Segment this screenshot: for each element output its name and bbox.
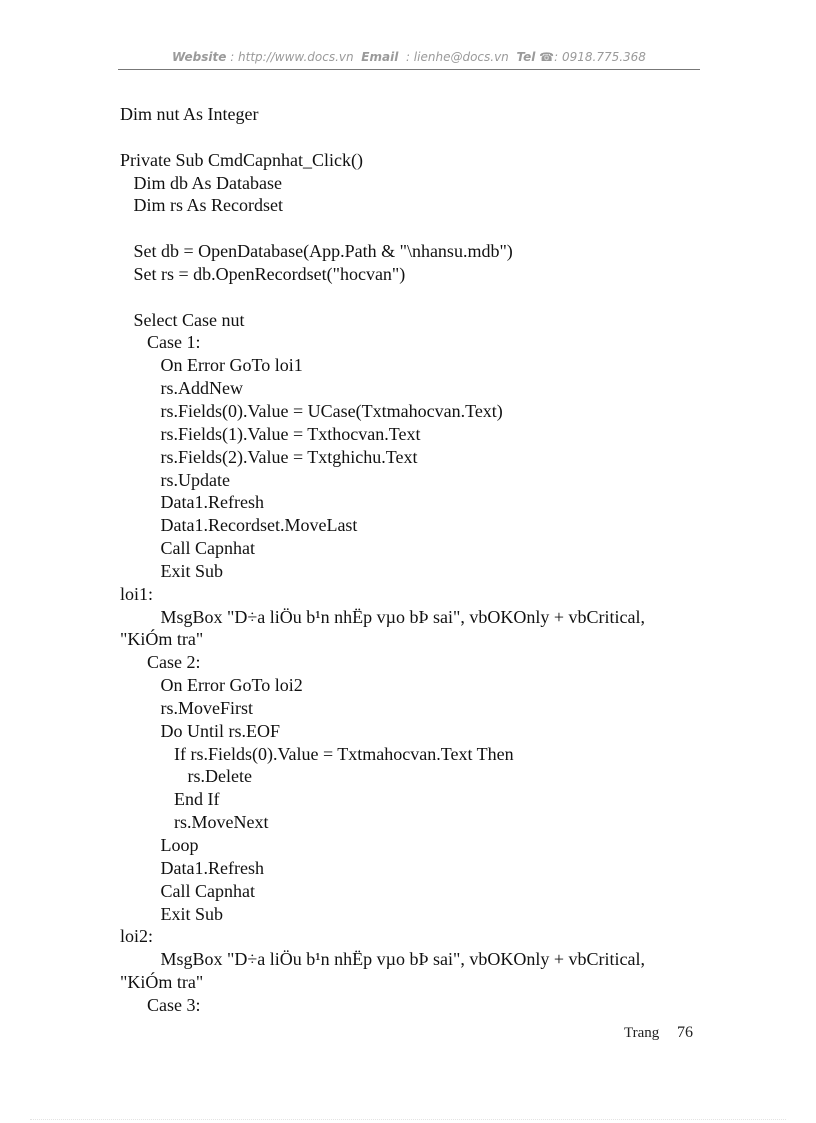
code-line: "KiÓm tra" <box>120 972 204 993</box>
code-line: On Error GoTo loi2 <box>120 675 303 696</box>
code-line: rs.AddNew <box>120 378 243 399</box>
code-line: Call Capnhat <box>120 880 255 901</box>
code-line <box>120 126 720 149</box>
code-line: rs.Delete <box>120 766 252 787</box>
phone-icon: ☎ <box>539 50 555 64</box>
code-line: Call Capnhat <box>120 538 255 559</box>
code-line: Select Case nut <box>120 309 245 330</box>
code-line: Private Sub CmdCapnhat_Click() <box>120 149 363 170</box>
code-line: Do Until rs.EOF <box>120 720 281 741</box>
code-line: Dim rs As Recordset <box>120 195 283 216</box>
code-line: rs.MoveNext <box>120 812 269 833</box>
code-line <box>120 286 720 309</box>
code-line: Exit Sub <box>120 560 224 581</box>
code-line: Data1.Refresh <box>120 492 264 513</box>
code-line: Loop <box>120 835 199 855</box>
code-line: rs.Fields(1).Value = Txthocvan.Text <box>120 423 421 444</box>
email-address: : lienhe@docs.vn <box>405 50 509 64</box>
code-line: On Error GoTo loi1 <box>120 355 303 376</box>
page-label: Trang <box>624 1025 660 1041</box>
code-line: Set db = OpenDatabase(App.Path & "\nhansu.mdb") <box>120 241 513 262</box>
code-line: End If <box>120 789 220 810</box>
code-line: If rs.Fields(0).Value = Txtmahocvan.Text Then <box>120 743 514 764</box>
page-header <box>118 50 700 64</box>
code-line: Dim db As Database <box>120 172 282 193</box>
code-line: rs.Fields(0).Value = UCase(Txtmahocvan.Text) <box>120 400 503 421</box>
code-line: Case 1: <box>120 332 201 353</box>
code-line: loi2: <box>120 926 154 947</box>
email-label: Email <box>361 50 399 64</box>
code-line: Set rs = db.OpenRecordset("hocvan") <box>120 263 406 284</box>
code-line: Data1.Refresh <box>120 857 264 878</box>
code-line <box>120 217 720 240</box>
code-line: "KiÓm tra" <box>120 629 204 650</box>
page-number: 76 <box>677 1024 694 1041</box>
website-url: : http://www.docs.vn <box>230 50 354 64</box>
page-footer <box>624 1024 693 1042</box>
code-line: MsgBox "D÷a liÖu b¹n nhËp vµo bÞ sai", vbOKOnly + vbCritical, <box>120 606 645 627</box>
tel-label: Tel <box>516 50 536 64</box>
code-line: Data1.Recordset.MoveLast <box>120 515 358 536</box>
code-line: MsgBox "D÷a liÖu b¹n nhËp vµo bÞ sai", vbOKOnly + vbCritical, <box>120 949 645 970</box>
code-line: rs.MoveFirst <box>120 697 254 718</box>
code-line: Case 3: <box>120 994 201 1015</box>
website-label: Website <box>172 50 227 64</box>
code-line: rs.Fields(2).Value = Txtghichu.Text <box>120 446 418 467</box>
page-bottom-edge <box>30 1119 786 1120</box>
code-line: Dim nut As Integer <box>120 104 259 124</box>
code-line: Case 2: <box>120 652 201 673</box>
code-line: Exit Sub <box>120 903 224 924</box>
code-listing <box>120 103 720 1017</box>
header-divider <box>118 69 700 70</box>
code-line: rs.Update <box>120 469 230 490</box>
code-line: loi1: <box>120 583 154 604</box>
tel-number: : 0918.775.368 <box>554 50 646 64</box>
